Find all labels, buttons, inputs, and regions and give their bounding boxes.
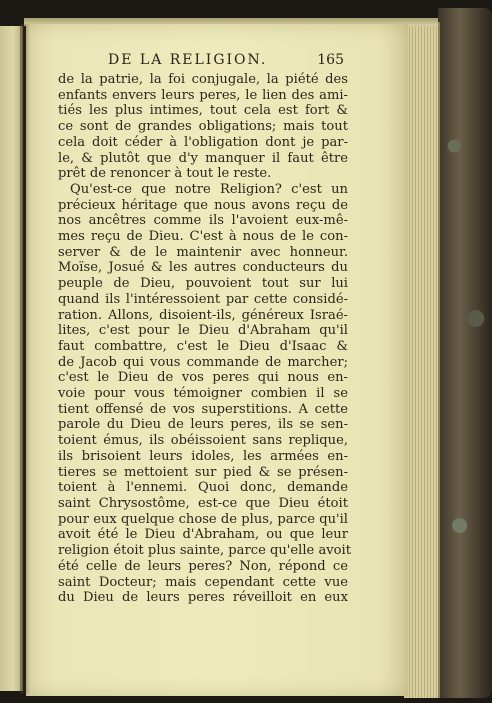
book-binding	[438, 8, 492, 698]
text-line: de Jacob qui vous commande de marcher;	[58, 354, 348, 370]
text-line: tient offensé de vos superstitions. A cette	[58, 401, 348, 417]
text-line: saint Docteur; mais cependant cette vue	[58, 574, 348, 590]
text-line: c'est le Dieu de vos peres qui nous en-	[58, 370, 348, 386]
text-line: nos ancêtres comme ils l'avoient eux-mê-	[58, 213, 348, 229]
text-line: tiés les plus intimes, tout cela est fort &	[58, 103, 348, 119]
text-line: Moïse, Josué & les autres conducteurs du	[58, 260, 348, 276]
body-text	[58, 72, 351, 606]
text-line: toient à l'ennemi. Quoi donc, demande	[58, 480, 348, 496]
text-line: lites, c'est pour le Dieu d'Abraham qu'il	[58, 323, 348, 339]
text-line: ils brisoient leurs idoles, les armées en-	[58, 448, 348, 464]
text-line: religion étoit plus sainte, parce qu'elle avoit	[58, 543, 351, 559]
text-line: toient émus, ils obéissoient sans replique,	[58, 433, 348, 449]
text-line: quand ils l'intéressoient par cette considé-	[58, 291, 348, 307]
text-line: ration. Allons, disoient-ils, généreux Israé-	[58, 307, 348, 323]
text-line: été celle de leurs peres? Non, répond ce	[58, 558, 348, 574]
text-line: tieres se mettoient sur pied & se présen-	[58, 464, 348, 480]
text-line: Qu'est-ce que notre Religion? c'est un	[70, 181, 348, 197]
text-line: de la patrie, la foi conjugale, la piété des	[58, 72, 348, 87]
text-line: voie pour vous témoigner combien il se	[58, 386, 348, 402]
text-line: server & de le maintenir avec honneur.	[58, 244, 348, 260]
gutter-shadow	[20, 24, 30, 694]
page-number: 165	[317, 52, 344, 68]
text-line: prêt de renoncer à tout le reste.	[58, 166, 272, 182]
text-line: peuple de Dieu, pouvoient tout sur lui	[58, 276, 348, 292]
text-line: enfants envers leurs peres, le lien des ami-	[58, 87, 348, 103]
text-line: ce sont de grandes obligations; mais tout	[58, 119, 348, 135]
text-line: du Dieu de leurs peres réveilloit en eux	[58, 590, 348, 606]
text-line: le, & plutôt que d'y manquer il faut être	[58, 150, 348, 166]
running-title: DE LA RELIGION.	[108, 52, 268, 68]
text-line: mes reçu de Dieu. C'est à nous de le con-	[58, 229, 348, 245]
text-line: précieux héritage que nous avons reçu de	[58, 197, 348, 213]
text-line: avoit été le Dieu d'Abraham, ou que leur	[58, 527, 348, 543]
page-edges	[404, 22, 440, 698]
text-line: saint Chrysostôme, est-ce que Dieu étoit	[58, 495, 348, 511]
running-header	[108, 52, 344, 74]
text-line: parole du Dieu de leurs peres, ils se sen-	[58, 417, 348, 433]
text-line: pour eux quelque chose de plus, parce qu'il	[58, 511, 348, 527]
text-line: cela doit céder à l'obligation dont je par-	[58, 134, 348, 150]
text-line: faut combattre, c'est le Dieu d'Isaac &	[58, 338, 348, 354]
book-page	[26, 24, 408, 696]
